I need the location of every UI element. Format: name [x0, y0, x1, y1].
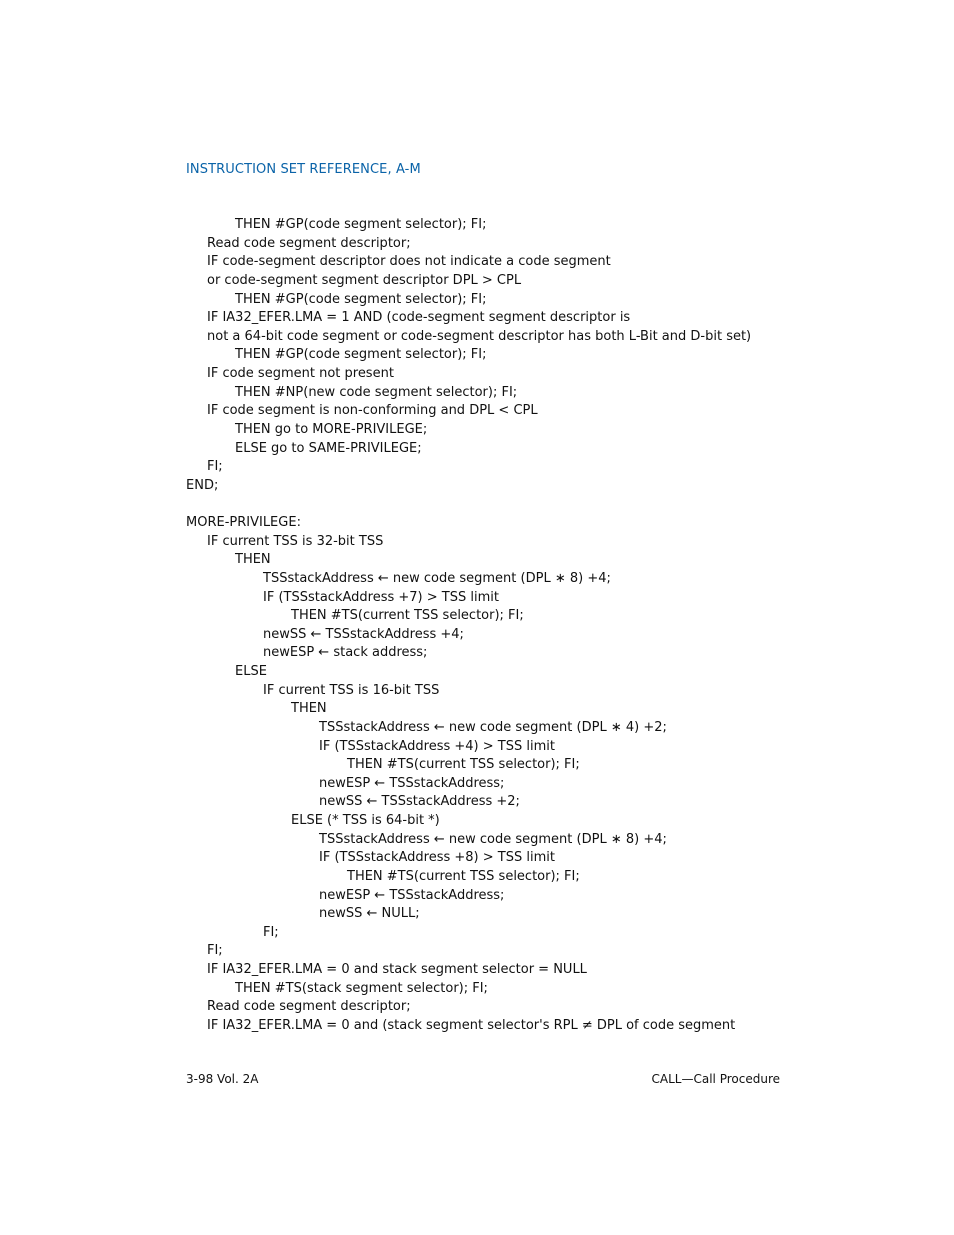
code-line: Read code segment descriptor; [207, 235, 411, 251]
code-line: not a 64-bit code segment or code-segment descriptor has both L-Bit and D-bit set) [207, 328, 752, 344]
code-line: newESP ← stack address; [263, 645, 428, 661]
code-line: IF IA32_EFER.LMA = 0 and (stack segment selector's RPL ≠ DPL of code segment [207, 1017, 736, 1033]
code-line: newESP ← TSSstackAddress; [319, 887, 505, 903]
code-line: THEN #NP(new code segment selector); FI; [235, 384, 518, 400]
code-line: THEN #TS(current TSS selector); FI; [347, 868, 580, 884]
code-line: MORE-PRIVILEGE: [186, 515, 301, 530]
code-line: THEN #TS(current TSS selector); FI; [291, 608, 524, 624]
code-line: TSSstackAddress ← new code segment (DPL ∗ 8) +4; [319, 831, 667, 847]
code-line: or code-segment segment descriptor DPL > CPL [207, 272, 522, 288]
code-line: IF (TSSstackAddress +7) > TSS limit [263, 589, 499, 605]
code-line: newSS ← NULL; [319, 906, 420, 922]
code-line: IF IA32_EFER.LMA = 0 and stack segment selector = NULL [207, 962, 587, 977]
code-line: newESP ← TSSstackAddress; [319, 775, 505, 791]
code-line: IF code-segment descriptor does not indicate a code segment [207, 254, 611, 270]
code-line: TSSstackAddress ← new code segment (DPL ∗ 8) +4; [263, 570, 611, 586]
code-line: THEN go to MORE-PRIVILEGE; [235, 421, 428, 437]
code-line: IF IA32_EFER.LMA = 1 AND (code-segment segment descriptor is [207, 310, 631, 326]
code-line: THEN #TS(stack segment selector); FI; [235, 980, 488, 996]
pseudocode-block [186, 216, 826, 1036]
code-line: IF (TSSstackAddress +8) > TSS limit [319, 850, 555, 866]
code-line: THEN #GP(code segment selector); FI; [235, 291, 487, 307]
code-line: newSS ← TSSstackAddress +4; [263, 626, 464, 642]
code-line: Read code segment descriptor; [207, 999, 411, 1015]
code-line: IF current TSS is 32-bit TSS [207, 533, 384, 549]
code-line: FI; [263, 924, 279, 940]
running-header: INSTRUCTION SET REFERENCE, A-M [186, 162, 421, 177]
footer-page-number: 3-98 Vol. 2A [186, 1072, 259, 1086]
code-line: THEN #GP(code segment selector); FI; [235, 217, 487, 232]
code-line: TSSstackAddress ← new code segment (DPL ∗ 4) +2; [319, 719, 667, 735]
code-line: IF code segment not present [207, 366, 394, 381]
code-line: FI; [207, 943, 223, 959]
code-line: THEN [291, 701, 327, 717]
footer-section-title: CALL—Call Procedure [651, 1072, 780, 1086]
code-line: THEN [235, 552, 271, 568]
code-line: IF (TSSstackAddress +4) > TSS limit [319, 738, 555, 754]
code-line: FI; [207, 459, 223, 475]
code-line: END; [186, 477, 219, 493]
code-line: IF current TSS is 16-bit TSS [263, 682, 440, 698]
code-line: THEN #TS(current TSS selector); FI; [347, 757, 580, 773]
code-line: IF code segment is non-conforming and DPL < CPL [207, 403, 538, 419]
code-line: ELSE go to SAME-PRIVILEGE; [235, 440, 422, 456]
code-line: THEN #GP(code segment selector); FI; [235, 347, 487, 363]
code-line [186, 495, 826, 514]
code-line: newSS ← TSSstackAddress +2; [319, 794, 520, 810]
code-line: ELSE (* TSS is 64-bit *) [291, 813, 440, 828]
code-line: ELSE [235, 664, 267, 679]
